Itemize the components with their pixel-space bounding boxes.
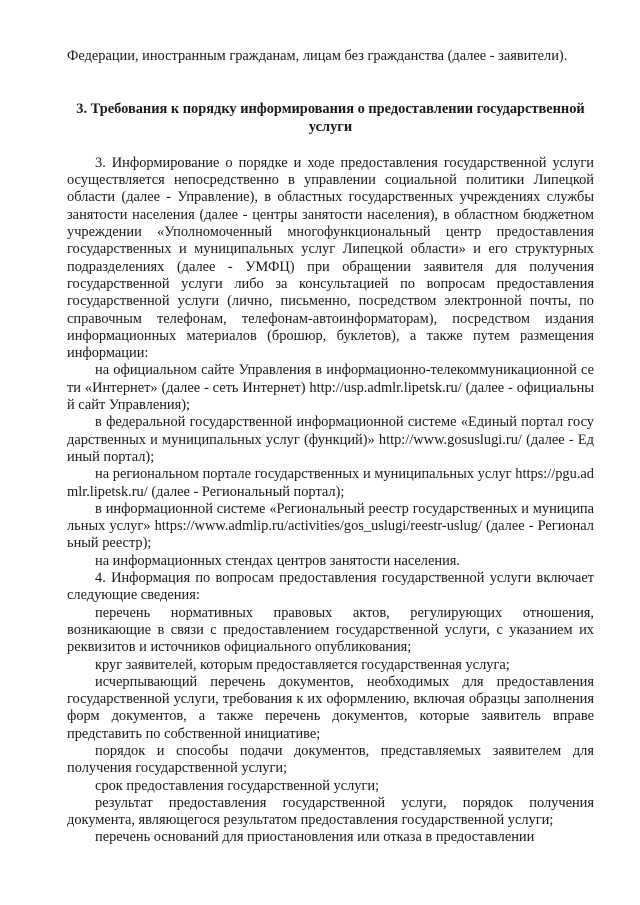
list-item-info-stands: на информационных стендах центров занятости населения. — [95, 552, 460, 569]
document-body — [67, 48, 594, 847]
list-item-applicants: круг заявителей, которым предоставляется государственная услуга; — [95, 656, 510, 673]
paragraph-3: 3. Информирование о порядке и ходе предоставления государственной услуги осуществляется непосредственно в управлении социальной политики Липецкой области (далее - Управление), в областных государственных учреждениях службы занятости населения (далее - центры занятости населения), в областном бюджетном учреждении «Уполномоченный многофункциональный центр предоставления государственных и муниципальных услуг Липецкой области» и его структурных подразделениях (далее - УМФЦ) при обращении заявителя для получения государственной услуги либо за консультацией по вопросам предоставления государственной услуги (лично, письменно, посредством электронной почты, по справочным телефонам, телефонам-автоинформаторам), посредством издания информационных материалов (брошюр, буклетов), а также путем размещения информации: — [67, 154, 594, 362]
list-item-result: результат предоставления государственной услуги, порядок получения документа, являющегося результатом предоставления государственной услуги; — [67, 794, 594, 829]
list-item-legal-acts: перечень нормативных правовых актов, регулирующих отношения, возникающие в связи с предоставлением государственной услуги, с указанием их реквизитов и источников официального опубликования; — [67, 604, 594, 656]
list-item-grounds: перечень оснований для приостановления или отказа в предоставлении — [95, 829, 535, 846]
list-item-documents: исчерпывающий перечень документов, необходимых для предоставления государственной услуги, требования к их оформлению, включая образцы заполнения форм документов, а также перечень документов, которые заявитель вправе представить по собственной инициативе; — [67, 673, 594, 742]
list-item-unified-portal: в федеральной государственной информационной системе «Единый портал государственных и муниципальных услуг (функций)» http://www.gosuslugi.ru/ (далее - Единый портал); — [67, 414, 594, 465]
list-item-regional-portal: на региональном портале государственных и муниципальных услуг https://pgu.admlr.lipetsk.ru/ (далее - Региональный портал); — [67, 466, 594, 500]
list-item-regional-registry: в информационной системе «Региональный реестр государственных и муниципальных услуг» https://www.admlip.ru/activities/gos_uslugi/reestr-uslug/ (далее - Региональный реестр); — [67, 500, 594, 552]
paragraph-4: 4. Информация по вопросам предоставления государственной услуги включает следующие сведения: — [67, 570, 594, 604]
list-item-term: срок предоставления государственной услуги; — [95, 777, 380, 794]
list-item-official-site: на официальном сайте Управления в информационно-телекоммуникационной сети «Интернет» (далее - сеть Интернет) http://usp.admlr.lipetsk.ru/ (далее - официальный сайт Управления); — [67, 362, 594, 414]
continuation-line: Федерации, иностранным гражданам, лицам без гражданства (далее - заявители). — [67, 48, 568, 64]
list-item-submission: порядок и способы подачи документов, представляемых заявителем для получения государственной услуги; — [67, 742, 594, 777]
section-heading: 3. Требования к порядку информирования о предоставлении государственной услуги — [76, 101, 585, 135]
